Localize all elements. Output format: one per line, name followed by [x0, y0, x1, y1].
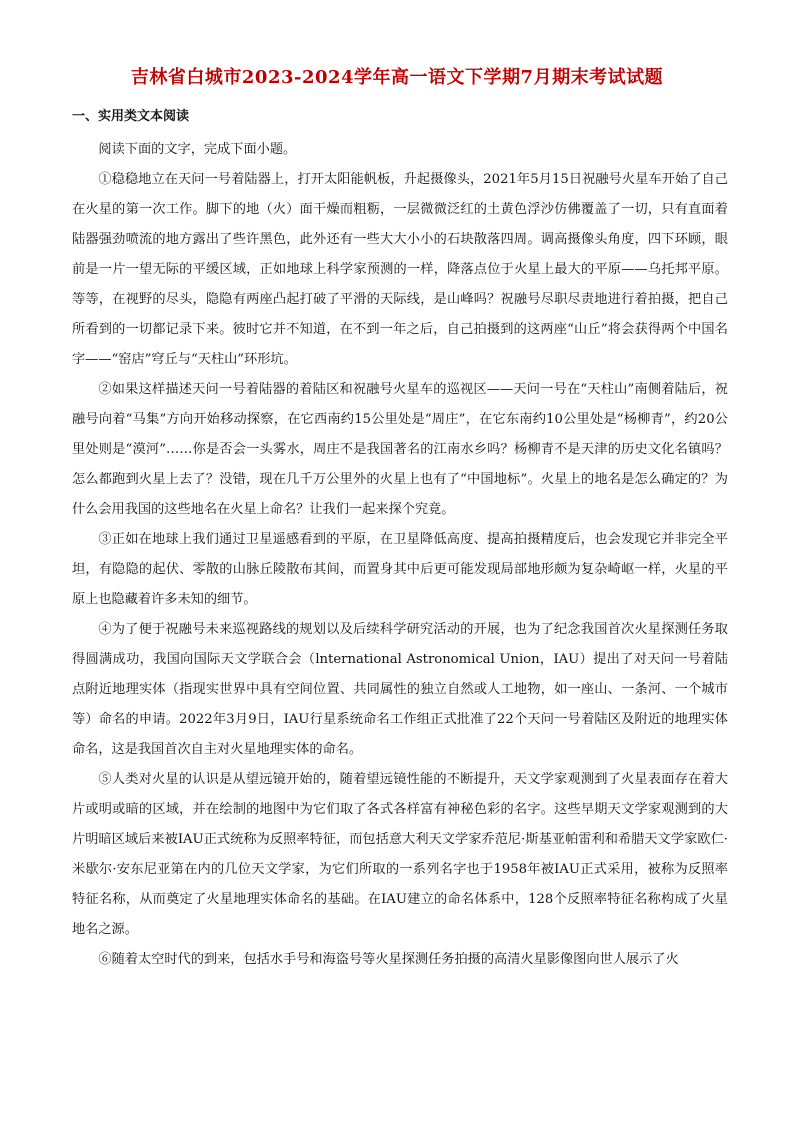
paragraph: ①稳稳地立在天问一号着陆器上，打开太阳能帆板，升起摄像头，2021年5月15日祝融号火星车开始了自己在火星的第一次工作。脚下的地（火）面干燥而粗粝，一层微微泛红的土黄色浮沙仿佛覆盖了一切，只有直面着陆器强劲喷流的地方露出了些许黑色，此外还有一些大大小小的石块散落四周。调高摄像头角度，四下环顾，眼前是一片一望无际的平缓区域，正如地球上科学家预测的一样，降落点位于火星上最大的平原——乌托邦平原。等等，在视野的尽头，隐隐有两座凸起打破了平滑的天际线，是山峰吗？祝融号尽职尽责地进行着拍摄，把自己所看到的一切都记录下来。彼时它并不知道，在不到一年之后，自己拍摄到的这两座“山丘”将会获得两个中国名字——“窑店”穹丘与“天柱山”环形坑。 — [72, 172, 728, 367]
paragraph: ②如果这样描述天问一号着陆器的着陆区和祝融号火星车的巡视区——天问一号在“天柱山”南侧着陆后，祝融号向着“马集”方向开始移动探察，在它西南约15公里处是“周庄”，在它东南约10公里处是“杨柳青”，约20公里处则是“漠河”……你是否会一头雾水，周庄不是我国著名的江南水乡吗？杨柳青不是天津的历史文化名镇吗？怎么都跑到火星上去了？没错，现在几千万公里外的火星上也有了“中国地标”。火星上的地名是怎么确定的？为什么会用我国的这些地名在火星上命名？让我们一起来探个究竟。 — [72, 382, 728, 517]
document-title: 吉林省白城市2023-2024学年高一语文下学期7月期末考试试题 — [130, 67, 664, 88]
paragraph: ④为了便于祝融号未来巡视路线的规划以及后续科学研究活动的开展，也为了纪念我国首次火星探测任务取得圆满成功，我国向国际天文学联合会（lnternational Astronomical Union，IAU）提出了对天问一号着陆点附近地理实体（指现实世界中具有空间位置、共同属性的独立自然或人工地物，如一座山、一条河、一个城市等）命名的申请。2022年3月9日，IAU行星系统命名工作组正式批准了22个天问一号着陆区及附近的地理实体命名，这是我国首次自主对火星地理实体的命名。 — [72, 622, 728, 757]
section-heading: 一、实用类文本阅读 — [72, 109, 190, 124]
paragraph-instruction: 阅读下面的文字，完成下面小题。 — [98, 142, 297, 157]
paragraph: ⑤人类对火星的认识是从望远镜开始的，随着望远镜性能的不断提升，天文学家观测到了火星表面存在着大片或明或暗的区域，并在绘制的地图中为它们取了各式各样富有神秘色彩的名字。这些早期天文学家观测到的大片明暗区域后来被IAU正式统称为反照率特征，而包括意大利天文学家乔范尼·斯基亚帕雷利和希腊天文学家欧仁·米歇尔·安东尼亚第在内的几位天文学家，为它们所取的一系列名字也于1958年被IAU正式采用，被称为反照率特征名称，从而奠定了火星地理实体命名的基础。在IAU建立的命名体系中，128个反照率特征名称构成了火星地名之源。 — [72, 772, 728, 937]
paragraph: ③正如在地球上我们通过卫星遥感看到的平原，在卫星降低高度、提高拍摄精度后，也会发现它并非完全平坦，有隐隐的起伏、零散的山脉丘陵散布其间，而置身其中后更可能发现局部地形颇为复杂崎岖一样，火星的平原上也隐藏着许多未知的细节。 — [72, 532, 728, 607]
paragraph: ⑥随着太空时代的到来，包括水手号和海盗号等火星探测任务拍摄的高清火星影像图向世人展示了火 — [98, 952, 679, 967]
document-body — [72, 135, 728, 975]
